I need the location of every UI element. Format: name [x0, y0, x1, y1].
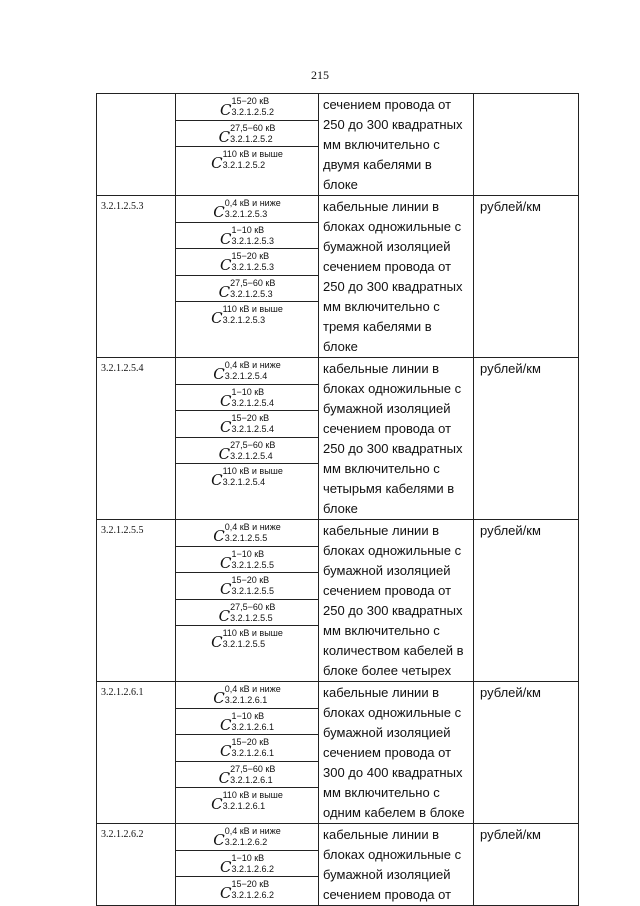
symbol-index: 3.2.1.2.5.5: [230, 612, 273, 623]
description-line: бумажной изоляцией: [323, 401, 451, 416]
rate-symbol: [176, 788, 318, 815]
symbol-letter: C: [219, 742, 232, 760]
description-line: сечением провода от: [323, 583, 452, 598]
rate-symbol: [176, 626, 318, 653]
symbol-index: 3.2.1.2.5.4: [222, 477, 266, 487]
voltage-class: 110 кВ и выше: [222, 790, 283, 800]
description-line: кабельные линии в: [323, 685, 440, 700]
description-line: мм включительно с: [323, 137, 440, 152]
symbol-letter: C: [219, 229, 232, 248]
tariff-table: [96, 93, 579, 906]
voltage-class: 15−20 кВ: [231, 413, 270, 423]
row-unit: рублей/км: [474, 824, 579, 906]
description-line: бумажной изоляцией: [323, 725, 451, 740]
symbol-letter: C: [218, 444, 231, 463]
symbol-index: 3.2.1.2.5.3: [231, 262, 275, 272]
voltage-class: 110 кВ и выше: [222, 149, 283, 159]
symbol-index: 3.2.1.2.6.1: [222, 801, 266, 811]
description-line: кабельные линии в: [323, 199, 440, 214]
symbol-letter: C: [219, 391, 232, 410]
description-line: сечением провода от: [323, 887, 452, 902]
symbol-index: 3.2.1.2.6.1: [224, 695, 268, 705]
symbol-cell: [176, 682, 319, 824]
symbol-letter: C: [219, 884, 232, 902]
symbol-letter: C: [218, 127, 231, 146]
description-line: 250 до 300 квадратных: [323, 603, 463, 618]
row-unit: рублей/км: [474, 196, 579, 358]
rate-symbol: [176, 520, 318, 547]
symbol-letter: C: [211, 471, 223, 489]
symbol-letter: C: [211, 633, 223, 651]
rate-symbol: [176, 762, 318, 789]
description-line: двумя кабелями в блоке: [323, 157, 432, 192]
symbol-index: 3.2.1.2.5.5: [231, 586, 275, 596]
symbol-list: [176, 358, 318, 491]
voltage-class: 15−20 кВ: [231, 96, 270, 106]
description-line: блоке: [323, 501, 358, 516]
rate-symbol: [176, 302, 318, 329]
symbol-index: 3.2.1.2.5.5: [224, 533, 268, 543]
description-line: сечением провода от: [323, 97, 452, 112]
row-unit: рублей/км: [474, 358, 579, 520]
rate-symbol: [176, 196, 318, 223]
voltage-class: 1−10 кВ: [231, 224, 265, 235]
rate-symbol: [176, 824, 318, 851]
row-code: [97, 94, 176, 196]
symbol-letter: C: [218, 768, 231, 787]
table-row: [97, 824, 579, 906]
voltage-class: 1−10 кВ: [231, 548, 265, 559]
description-line: блоке более четырех: [323, 663, 452, 678]
voltage-class: 15−20 кВ: [231, 575, 270, 585]
symbol-cell: [176, 824, 319, 906]
description-line: тремя кабелями в блоке: [323, 319, 432, 354]
symbol-index: 3.2.1.2.5.4: [224, 371, 268, 381]
row-code: 3.2.1.2.5.3: [97, 196, 176, 358]
rate-symbol: [176, 464, 318, 491]
symbol-letter: C: [213, 203, 225, 221]
symbol-list: [176, 682, 318, 815]
symbol-letter: C: [211, 154, 223, 172]
description-line: кабельные линии в: [323, 827, 440, 842]
rate-symbol: [176, 547, 318, 574]
symbol-letter: C: [213, 527, 225, 545]
symbol-letter: C: [219, 580, 232, 598]
symbol-letter: C: [219, 256, 232, 274]
rate-symbol: [176, 682, 318, 709]
symbol-index: 3.2.1.2.5.2: [230, 133, 273, 144]
table-row: [97, 682, 579, 824]
voltage-class: 1−10 кВ: [231, 710, 265, 721]
description-line: 250 до 300 квадратных: [323, 279, 463, 294]
row-code: 3.2.1.2.5.4: [97, 358, 176, 520]
description-line: четырьмя кабелями в: [323, 481, 455, 496]
description-line: бумажной изоляцией: [323, 563, 451, 578]
symbol-cell: [176, 358, 319, 520]
symbol-cell: [176, 196, 319, 358]
symbol-index: 3.2.1.2.5.2: [231, 107, 275, 117]
description-line: 300 до 400 квадратных: [323, 765, 463, 780]
row-description: [319, 520, 474, 682]
symbol-letter: C: [219, 553, 232, 572]
symbol-index: 3.2.1.2.6.1: [230, 774, 273, 785]
symbol-cell: [176, 520, 319, 682]
symbol-index: 3.2.1.2.6.1: [231, 748, 275, 758]
description-line: блоках одножильные с: [323, 847, 462, 862]
rate-symbol: [176, 249, 318, 276]
voltage-class: 110 кВ и выше: [222, 628, 283, 638]
voltage-class: 15−20 кВ: [231, 251, 270, 261]
symbol-letter: C: [211, 309, 223, 327]
symbol-index: 3.2.1.2.6.2: [224, 837, 268, 847]
symbol-list: [176, 824, 318, 904]
voltage-class: 0,4 кВ и ниже: [224, 360, 281, 370]
symbol-index: 3.2.1.2.5.5: [222, 639, 266, 649]
description-line: сечением провода от: [323, 259, 452, 274]
symbol-index: 3.2.1.2.6.1: [231, 721, 275, 732]
voltage-class: 1−10 кВ: [231, 386, 265, 397]
voltage-class: 110 кВ и выше: [222, 466, 283, 476]
symbol-index: 3.2.1.2.5.2: [222, 160, 266, 170]
symbol-list: [176, 94, 318, 174]
symbol-letter: C: [218, 606, 231, 625]
description-line: мм включительно с: [323, 461, 440, 476]
voltage-class: 0,4 кВ и ниже: [224, 198, 281, 208]
description-line: блоках одножильные с: [323, 219, 462, 234]
voltage-class: 27,5−60 кВ: [230, 122, 276, 133]
description-line: блоках одножильные с: [323, 705, 462, 720]
rate-symbol: [176, 358, 318, 385]
rate-symbol: [176, 851, 318, 878]
symbol-letter: C: [219, 857, 232, 876]
symbol-index: 3.2.1.2.5.4: [231, 424, 275, 434]
rate-symbol: [176, 573, 318, 600]
description-line: блоках одножильные с: [323, 381, 462, 396]
row-description: [319, 358, 474, 520]
voltage-class: 0,4 кВ и ниже: [224, 522, 281, 532]
symbol-letter: C: [211, 795, 223, 813]
symbol-index: 3.2.1.2.5.3: [224, 209, 268, 219]
rate-symbol: [176, 438, 318, 465]
description-line: мм включительно с: [323, 299, 440, 314]
row-code: 3.2.1.2.6.1: [97, 682, 176, 824]
voltage-class: 27,5−60 кВ: [230, 601, 276, 612]
rate-symbol: [176, 223, 318, 250]
symbol-index: 3.2.1.2.5.3: [222, 315, 266, 325]
description-line: сечением провода от: [323, 421, 452, 436]
rate-symbol: [176, 600, 318, 627]
symbol-index: 3.2.1.2.5.4: [231, 397, 275, 408]
description-line: бумажной изоляцией: [323, 239, 451, 254]
description-line: 250 до 300 квадратных: [323, 441, 463, 456]
table-row: [97, 94, 579, 196]
symbol-index: 3.2.1.2.6.2: [231, 863, 275, 874]
symbol-letter: C: [218, 282, 231, 301]
table-row: [97, 520, 579, 682]
row-unit: [474, 94, 579, 196]
voltage-class: 27,5−60 кВ: [230, 277, 276, 288]
voltage-class: 27,5−60 кВ: [230, 763, 276, 774]
row-description: [319, 824, 474, 906]
row-code: 3.2.1.2.6.2: [97, 824, 176, 906]
symbol-index: 3.2.1.2.6.2: [231, 890, 275, 900]
voltage-class: 15−20 кВ: [231, 737, 270, 747]
voltage-class: 27,5−60 кВ: [230, 439, 276, 450]
voltage-class: 15−20 кВ: [231, 879, 270, 889]
symbol-index: 3.2.1.2.5.3: [231, 235, 275, 246]
symbol-index: 3.2.1.2.5.3: [230, 288, 273, 299]
description-line: мм включительно с: [323, 785, 440, 800]
rate-symbol: [176, 709, 318, 736]
symbol-letter: C: [219, 715, 232, 734]
page-number: 215: [311, 68, 329, 82]
tariff-table-body: [97, 94, 579, 906]
voltage-class: 1−10 кВ: [231, 852, 265, 863]
voltage-class: 110 кВ и выше: [222, 304, 283, 314]
voltage-class: 0,4 кВ и ниже: [224, 684, 281, 694]
symbol-list: [176, 520, 318, 653]
symbol-letter: C: [213, 365, 225, 383]
description-line: сечением провода от: [323, 745, 452, 760]
rate-symbol: [176, 147, 318, 174]
rate-symbol: [176, 735, 318, 762]
row-description: [319, 196, 474, 358]
voltage-class: 0,4 кВ и ниже: [224, 826, 281, 836]
symbol-letter: C: [213, 831, 225, 849]
row-unit: рублей/км: [474, 682, 579, 824]
table-row: [97, 196, 579, 358]
symbol-letter: C: [213, 689, 225, 707]
description-line: 250 до 300 квадратных: [323, 117, 463, 132]
symbol-index: 3.2.1.2.5.5: [231, 559, 275, 570]
symbol-index: 3.2.1.2.5.4: [230, 450, 273, 461]
description-line: количеством кабелей в: [323, 643, 464, 658]
description-line: кабельные линии в: [323, 361, 440, 376]
description-line: бумажной изоляцией: [323, 867, 451, 882]
symbol-letter: C: [219, 101, 232, 119]
description-line: мм включительно с: [323, 623, 440, 638]
rate-symbol: [176, 94, 318, 121]
row-description: [319, 94, 474, 196]
description-line: кабельные линии в: [323, 523, 440, 538]
description-line: блоках одножильные с: [323, 543, 462, 558]
symbol-letter: C: [219, 418, 232, 436]
description-line: одним кабелем в блоке: [323, 805, 465, 820]
table-row: [97, 358, 579, 520]
rate-symbol: [176, 121, 318, 148]
rate-symbol: [176, 276, 318, 303]
symbol-cell: [176, 94, 319, 196]
rate-symbol: [176, 877, 318, 904]
rate-symbol: [176, 411, 318, 438]
symbol-list: [176, 196, 318, 329]
row-code: 3.2.1.2.5.5: [97, 520, 176, 682]
row-description: [319, 682, 474, 824]
row-unit: рублей/км: [474, 520, 579, 682]
rate-symbol: [176, 385, 318, 412]
